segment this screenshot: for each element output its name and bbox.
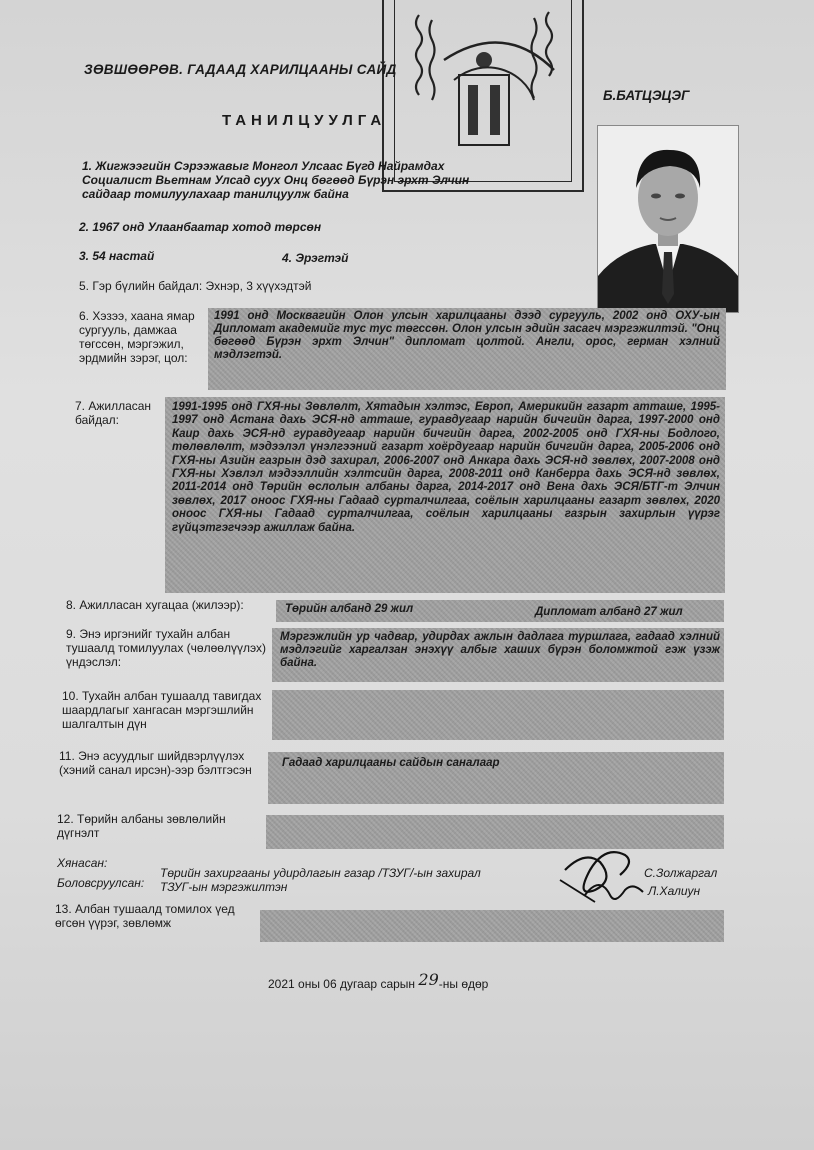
item-8-value-diplomatic: Дипломат албанд 27 жил: [535, 606, 683, 618]
portrait-image: [598, 126, 738, 312]
item-8-label: 8. Ажилласан хугацаа (жилээр):: [66, 598, 244, 612]
item-11-value: Гадаад харилцааны сайдын саналаар: [282, 757, 500, 769]
date-suffix: -ны өдөр: [438, 977, 489, 991]
item-10-label: 10. Тухайн албан тушаалд тавигдах шаардлагыг хангасан мэргэшлийн шалгалтын дүн: [62, 689, 262, 731]
item-5: 5. Гэр бүлийн байдал: Эхнэр, 3 хүүхэдтэй: [79, 279, 312, 293]
item-7-value: 1991-1995 онд ГХЯ-ны Зөвлөлт, Хятадын хэлтэс, Европ, Америкийн газарт атташе, 1995-1997 онд Астана дахь ЭСЯ-нд атташе, гуравдугаар нарийн бичгийн дарга, 1997-2000 онд Каир дахь ЭСЯ-нд гуравдугаар нарийн бичгийн дарга, 2002-2005 онд ГХЯ-ны Бодлого, төлөвлөлт, мэдээлэл үнэлгээний газарт хоёрдугаар нарийн бичгийн дарга, 2005-2006 онд ГХЯ-ны Азийн газрын дэд захирал, 2006-2007 онд Анкара дахь ЭСЯ-нд зөвлөх, 2007-2008 онд ГХЯ-ны Хэвлэл мэдээллийн хэлтсийн дарга, 2008-2011 онд Канберра дахь ЭСЯ-нд зөвлөх, 2011-2014 онд Төрийн өслолын албаны дарга, 2014-2017 онд Вена дахь ЭСЯ/БТГ-т Элчин зөвлөх, 2017 оноос ГХЯ-ны Гадаад сурталчилгаа, соёлын харилцааны газарт зөвлөх, 2020 оноос ГХЯ-ны Гадаад сурталчилгаа, соёлын харилцааны газрын захирлын үүрэг гүйцэтгэгчээр ажиллаж байна.: [172, 401, 720, 534]
item-7-label: 7. Ажилласан байдал:: [75, 399, 152, 427]
checked-label: Хянасан:: [57, 856, 108, 870]
item-13-shade: [260, 910, 724, 942]
prepared-label: Боловсруулсан:: [57, 876, 145, 890]
item-12-label: 12. Төрийн албаны зөвлөлийн дүгнэлт: [57, 812, 226, 840]
reviewer-signature: [555, 840, 655, 910]
item-6-label: 6. Хэзээ, хаана ямар сургууль, дамжаа төгссөн, мэргэжил, эрдмийн зэрэг, цол:: [79, 309, 195, 365]
item-13-label: 13. Албан тушаалд томилох үед өгсөн үүрэг, зөвлөмж: [55, 902, 235, 930]
item-3: 3. 54 настай: [79, 249, 155, 263]
item-11-label: 11. Энэ асуудлыг шийдвэрлүүлэх (хэний санал ирсэн)-ээр бэлтгэсэн: [59, 749, 252, 777]
item-9-label: 9. Энэ иргэнийг тухайн албан тушаалд томилуулах (чөлөөлүүлэх) үндэслэл:: [66, 627, 266, 669]
portrait-photo: [597, 125, 739, 313]
item-4: 4. Эрэгтэй: [282, 251, 349, 265]
item-6-value: 1991 онд Москвагийн Олон улсын харилцааны дээд сургууль, 2002 онд ОХУ-ын Дипломат академийг тус тус төгссөн. Олон улсын эдийн засагч мэргэжилтэй. "Онц бөгөөд Бүрэн эрхт Элчин" дипломат цолтой. Англи, орос, герман хэлний мэдлэгтэй.: [214, 310, 720, 361]
item-2: 2. 1967 онд Улаанбаатар хотод төрсөн: [79, 220, 322, 234]
date-prefix: 2021 оны 06 дугаар сарын: [268, 977, 416, 991]
item-9-value: Мэргэжлийн ур чадвар, удирдах ажлын дадлага туршлага, гадаад хэлний мэдлэгийг харгалзан энэхүү албыг хаших бүрэн боломжтой гэж үзэж байна.: [280, 631, 720, 669]
item-12-shade: [266, 815, 724, 849]
item-10-shade: [272, 690, 724, 740]
checked-name: С.Золжаргал: [644, 866, 718, 880]
minister-name: Б.БАТЦЭЦЭГ: [603, 88, 690, 103]
date-day: 29: [418, 970, 439, 989]
date-line: [268, 970, 489, 991]
item-1: 1. Жигжээгийн Сэрээжавыг Монгол Улсаас Бүгд Найрамдах Социалист Вьетнам Улсад суух Онц бөгөөд Бүрэн эрхт Элчин сайдаар томилуулахаар танилцуулж байна: [82, 159, 470, 201]
item-8-value-civil: Төрийн албанд 29 жил: [285, 603, 414, 615]
prepared-name: Л.Халиун: [648, 884, 701, 898]
approval-line: ЗӨВШӨӨРӨВ. ГАДААД ХАРИЛЦААНЫ САЙД: [84, 62, 397, 77]
checked-text: Төрийн захиргааны удирдлагын газар /ТЗУГ/-ын захирал: [160, 866, 481, 880]
prepared-text: ТЗУГ-ын мэргэжилтэн: [160, 880, 288, 894]
page-title: ТАНИЛЦУУЛГА: [222, 112, 387, 129]
